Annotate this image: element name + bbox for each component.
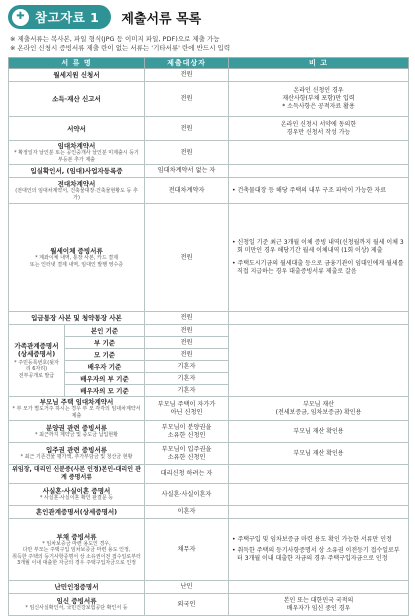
- row-note: [229, 165, 409, 178]
- table-row: [9, 325, 409, 337]
- document-header: [8, 4, 407, 30]
- table-row: [9, 594, 409, 616]
- table-header-row: [9, 58, 409, 69]
- row-target: 전원: [145, 325, 229, 337]
- plus-circle-icon: ✚: [12, 9, 29, 26]
- table-row: [9, 178, 409, 204]
- row-name: 전대차계약서 (전대인의 임대차계약서, 건축물대장·건축물현황도 등 추가): [9, 178, 145, 204]
- row-target: 전원: [145, 141, 229, 165]
- row-note: 온라인 신청인 경우 재산사항(부채 포함)만 입력 * 소득사항은 공적자료 활용: [229, 82, 409, 117]
- table-row: [9, 443, 409, 465]
- row-target: 난민: [145, 581, 229, 594]
- row-note: [229, 312, 409, 325]
- column-header-name: 서 류 명: [9, 58, 145, 69]
- row-target: 전원: [145, 337, 229, 349]
- row-target: 기혼자: [145, 373, 229, 385]
- row-target: 대리신청 하려는 자: [145, 465, 229, 484]
- row-target: 부모님이 입주권을 소유한 신청인: [145, 443, 229, 465]
- table-row: [9, 519, 409, 581]
- note-line: ※ 온라인 신청시 증빙서류 제출 란이 없는 서류는 '기타서류' 란에 반드시 입력: [10, 44, 231, 52]
- row-target: 채무자: [145, 519, 229, 581]
- row-name: 분양권 관련 증빙서류 * 최근까지 계약금 및 중도금 납입현황: [9, 421, 145, 443]
- column-header-note: 비 고: [229, 58, 409, 69]
- row-target: 사실혼·사실이혼자: [145, 484, 229, 506]
- row-note: [229, 484, 409, 506]
- row-note: [229, 581, 409, 594]
- row-target: 전원: [145, 349, 229, 361]
- row-target: 부모님 주택이 자가가 아닌 신청인: [145, 397, 229, 421]
- row-name: 부채 증빙서류 * 임차보증금 마련 용도인 경우, 다만 부모는 주택구입 임차보증금 마련 용도 인정, 취득한 주택의 등기사항증명서 상 소유권이전 접수일로부터 3개월 이내 대출한 자금의 경우 주택구입자금으로 인정: [9, 519, 145, 581]
- table-row: [9, 484, 409, 506]
- row-note: 부모님 재산 확인용: [229, 421, 409, 443]
- document-list-table: [8, 57, 409, 616]
- row-target: 전원: [145, 117, 229, 141]
- row-note: 본인 또는 대한민국 국적의 배우자가 임신 중인 경우: [229, 594, 409, 616]
- row-target: 기혼자: [145, 361, 229, 373]
- table-row: [9, 421, 409, 443]
- row-note: [229, 506, 409, 519]
- group-name: 가족관계증명서 (상세증명서) * 주민등록번호(뒷자리 6자리) 전부공개로 발급: [9, 325, 65, 397]
- row-target: 전원: [145, 69, 229, 82]
- group-item-label: 배우자 기준: [65, 361, 145, 373]
- row-target: 임대차계약서 없는 자: [145, 165, 229, 178]
- row-note: • 신청일 기준 최근 3개월 이체 증빙 내역(신청월까지 월세 이체 3회 미만인 경우 해당기간 월세 이체내역 (1회 이상) 제출 • 주택도시기금의 월세대출 등으로 금융기관이 임대인에게 월세를 직접 지급하는 경우 대출증빙서류 제출로 갈음: [229, 204, 409, 312]
- table-row: [9, 82, 409, 117]
- group-item-label: 본인 기준: [65, 325, 145, 337]
- row-name: 혼인관계증명서(상세증명서): [9, 506, 145, 519]
- row-name: 입실확인서, (임대)사업자등록증: [9, 165, 145, 178]
- row-name: 입주권 관련 증빙서류 * 최근 기존건물 평가액, 추가부담금 및 청산금 현황: [9, 443, 145, 465]
- row-name: 사실혼·사실이혼 증명서 * 사실혼·사실이혼 확인 판결문 등: [9, 484, 145, 506]
- row-target: 부모님이 분양권을 소유한 신청인: [145, 421, 229, 443]
- table-row: [9, 312, 409, 325]
- group-item-label: 모 기준: [65, 349, 145, 361]
- row-note: [229, 325, 409, 397]
- row-note: 온라인 신청시 서약에 동의한 경우만 신청서 작성 가능: [229, 117, 409, 141]
- table-row: [9, 141, 409, 165]
- row-name: 임신 증빙서류 * 임신사실확인서, 국민건강보험공단 확인서 등: [9, 594, 145, 616]
- table-row: [9, 117, 409, 141]
- reference-badge: [8, 5, 111, 29]
- row-target: 이혼자: [145, 506, 229, 519]
- notes: [10, 35, 406, 53]
- row-name: 위임장, 대리인 신분증(사본 인정)본인-대리인 관계 증명서류: [9, 465, 145, 484]
- row-target: 외국인: [145, 594, 229, 616]
- table-row: [9, 581, 409, 594]
- page-title: 제출서류 목록: [121, 11, 202, 27]
- row-target: 전원: [145, 204, 229, 312]
- row-note: • 주택구입 및 임차보증금 마련 용도 확인 가능한 서류만 인정 • 취득한 주택의 등기사항증명서 상 소유권 이전등기 접수일로부터 3개월 이내 대출한 자금의 경우 주택구입자금으로 인정: [229, 519, 409, 581]
- table-row: [9, 506, 409, 519]
- row-name: 소득·재산 신고서: [9, 82, 145, 117]
- row-name: 월세이체 증빙서류 * 계좌이체 내역, 통장 사본, 카드 결제 또는 인터넷 결제 내역, 임대인 발행 영수증: [9, 204, 145, 312]
- table-row: [9, 69, 409, 82]
- row-name: 임대차계약서 * 확정일자 날인분 또는 공인중개사 날인분 미제출시 등기부등본 추가 제출: [9, 141, 145, 165]
- table-row: [9, 165, 409, 178]
- row-note: [229, 465, 409, 484]
- row-name: 입금통장 사본 및 청약통장 사본: [9, 312, 145, 325]
- table-row: [9, 204, 409, 312]
- row-name: 서약서: [9, 117, 145, 141]
- table-row: [9, 465, 409, 484]
- row-note: 부모님 재산 확인용: [229, 443, 409, 465]
- row-name: 월세지원 신청서: [9, 69, 145, 82]
- note-line: ※ 제출서류는 복사본, 파일 형식(JPG 등 이미지 파일, PDF)으로 제출 가능: [10, 35, 220, 43]
- table-row: [9, 397, 409, 421]
- group-item-label: 배우자의 모 기준: [65, 385, 145, 397]
- row-name: 부모님 주택 임대차계약서 * 부 모가 별도거주 하시는 경우 부 모 각각의 임대차계약서 제출: [9, 397, 145, 421]
- row-target: 전대차계약자: [145, 178, 229, 204]
- row-note: [229, 69, 409, 82]
- row-target: 기혼자: [145, 385, 229, 397]
- row-target: 전원: [145, 82, 229, 117]
- column-header-target: 제출대상자: [145, 58, 229, 69]
- group-item-label: 부 기준: [65, 337, 145, 349]
- row-note: [229, 141, 409, 165]
- row-note: 부모님 재산 (전세보증금, 임차보증금) 확인용: [229, 397, 409, 421]
- row-target: 전원: [145, 312, 229, 325]
- group-item-label: 배우자의 부 기준: [65, 373, 145, 385]
- badge-label: 참고자료 1: [35, 10, 100, 25]
- row-note: • 건축물대장 등 해당 주택의 내부 구조 파악이 가능한 자료: [229, 178, 409, 204]
- row-name: 난민인정증명서: [9, 581, 145, 594]
